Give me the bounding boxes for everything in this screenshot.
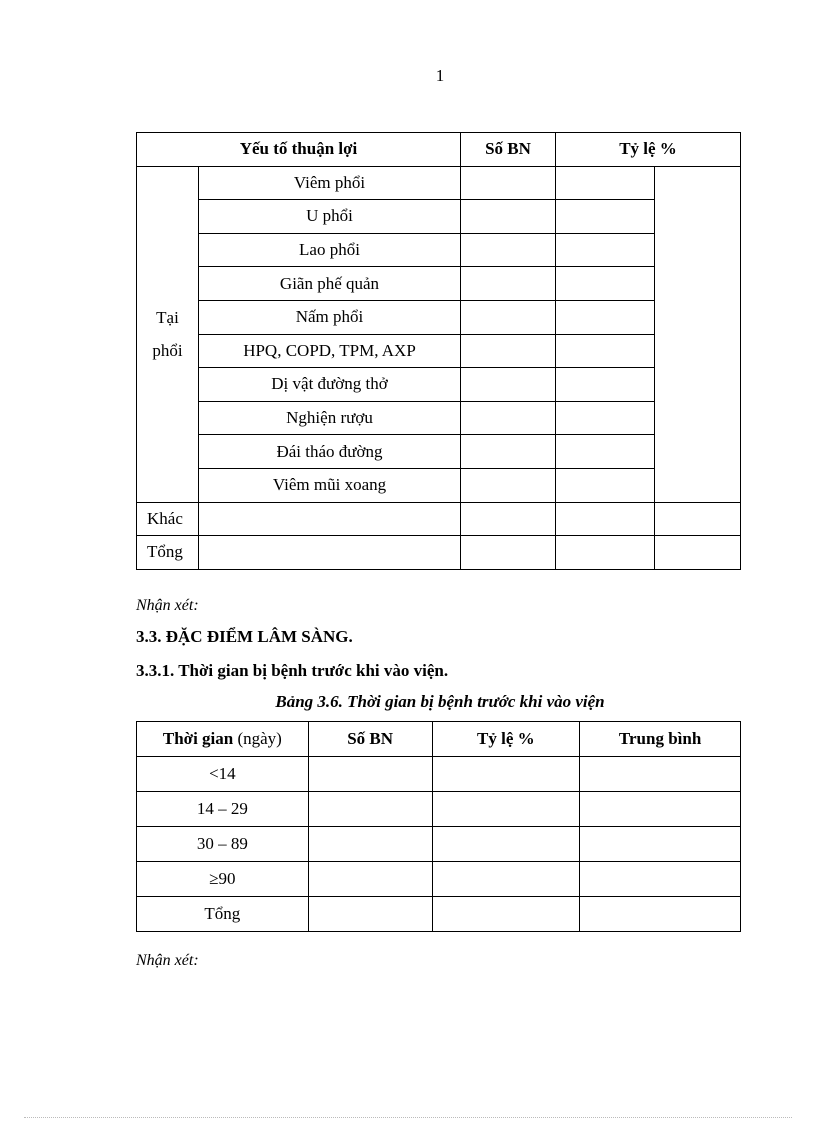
table-row [137,468,741,502]
table-header-row [137,722,741,757]
table-row [137,200,741,234]
header-factor: Yếu tố thuận lợi [137,133,461,167]
row-label: ≥90 [137,862,309,897]
page-footer-divider [24,1117,792,1118]
header-ty-le: Tỷ lệ % [556,133,741,167]
table-row [137,166,741,200]
row-label: 14 – 29 [137,792,309,827]
row-label-khac: Khác [137,502,199,536]
header-ty-le: Tỷ lệ % [432,722,580,757]
row-label: Đái tháo đường [199,435,461,469]
row-label: Giãn phế quản [199,267,461,301]
row-label: Nấm phổi [199,300,461,334]
table-row-khac [137,502,741,536]
row-label: 30 – 89 [137,827,309,862]
row-label: Lao phổi [199,233,461,267]
table-row [137,233,741,267]
row-label: <14 [137,757,309,792]
merged-empty-cell [655,166,741,502]
duration-table [136,721,741,932]
row-label: Dị vật đường thở [199,368,461,402]
table-row [137,435,741,469]
row-label: Tổng [137,897,309,932]
row-label: Viêm mũi xoang [199,468,461,502]
row-label: Viêm phổi [199,166,461,200]
subsection-heading: 3.3.1. Thời gian bị bệnh trước khi vào viện. [136,661,449,680]
table-caption: Bảng 3.6. Thời gian bị bệnh trước khi vào viện [275,692,605,711]
table-row-tong [137,536,741,570]
table-row [137,792,741,827]
note-1: Nhận xét: [136,597,199,614]
table-row [137,300,741,334]
section-heading: 3.3. ĐẶC ĐIỂM LÂM SÀNG. [136,627,353,646]
table-row [137,757,741,792]
table-row [137,267,741,301]
row-label: HPQ, COPD, TPM, AXP [199,334,461,368]
page-number: 1 [435,66,445,85]
table-row [137,334,741,368]
row-label: U phổi [199,200,461,234]
row-label: Nghiện rượu [199,401,461,435]
group-label-tai-phoi: Tại phổi [137,166,199,502]
table-header-row [137,133,741,167]
table-row [137,827,741,862]
table-row [137,862,741,897]
header-trung-binh: Trung bình [580,722,741,757]
table-row [137,368,741,402]
note-2: Nhận xét: [136,952,199,969]
row-label-tong: Tổng [137,536,199,570]
header-so-bn: Số BN [461,133,556,167]
header-so-bn: Số BN [308,722,432,757]
table-row [137,897,741,932]
table-row [137,401,741,435]
header-time: Thời gian (ngày) [137,722,309,757]
risk-factor-table [136,132,741,570]
